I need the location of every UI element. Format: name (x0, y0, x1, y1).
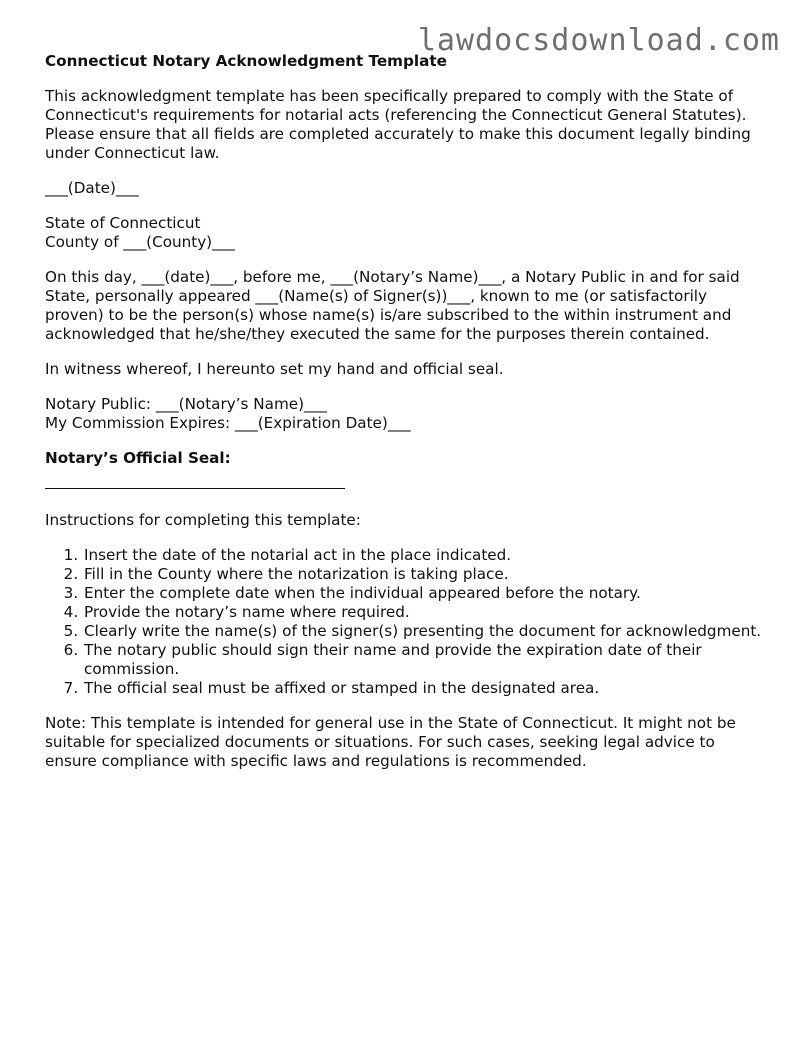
document-page (45, 52, 770, 787)
intro-paragraph: This acknowledgment template has been specifically prepared to comply with the State of Connecticut's requirements for notarial acts (referencing the Connecticut General Statutes). Please ensure that all fields are completed accurately to make this document legally binding under Connecticut law. (45, 87, 751, 162)
seal-signature-line (45, 488, 345, 489)
venue-block (45, 214, 770, 252)
notary-block (45, 395, 770, 433)
instruction-item: 2. Fill in the County where the notarization is taking place. (83, 565, 770, 584)
watermark-text: lawdocsdownload.com (417, 23, 780, 58)
instructions-heading: Instructions for completing this template: (45, 511, 361, 529)
state-line: State of Connecticut (45, 214, 201, 232)
instruction-item: 7. The official seal must be affixed or stamped in the designated area. (83, 679, 770, 698)
instruction-item: 6. The notary public should sign their name and provide the expiration date of their commission. (83, 641, 770, 679)
acknowledgment-paragraph: On this day, ___(date)___, before me, ___(Notary’s Name)___, a Notary Public in and for said State, personally appeared ___(Name(s) of Signer(s))___, known to me (or satisfactorily proven) to be the person(s) whose name(s) is/are subscribed to the within instrument and acknowledged that he/she/they executed the same for the purposes therein contained. (45, 268, 740, 343)
date-field: ___(Date)___ (45, 179, 139, 197)
witness-line: In witness whereof, I hereunto set my hand and official seal. (45, 360, 504, 378)
seal-heading: Notary’s Official Seal: (45, 449, 231, 467)
county-line: County of ___(County)___ (45, 233, 235, 251)
document-title: Connecticut Notary Acknowledgment Template (45, 52, 447, 70)
instructions-list (45, 546, 770, 698)
instruction-item: 3. Enter the complete date when the individual appeared before the notary. (83, 584, 770, 603)
notary-public-line: Notary Public: ___(Notary’s Name)___ (45, 395, 327, 413)
note-paragraph: Note: This template is intended for general use in the State of Connecticut. It might not be suitable for specialized documents or situations. For such cases, seeking legal advice to ensure compliance with specific laws and regulations is recommended. (45, 714, 736, 770)
commission-expires-line: My Commission Expires: ___(Expiration Date)___ (45, 414, 411, 432)
instruction-item: 4. Provide the notary’s name where required. (83, 603, 770, 622)
instruction-item: 1. Insert the date of the notarial act in the place indicated. (83, 546, 770, 565)
instruction-item: 5. Clearly write the name(s) of the signer(s) presenting the document for acknowledgment. (83, 622, 770, 641)
